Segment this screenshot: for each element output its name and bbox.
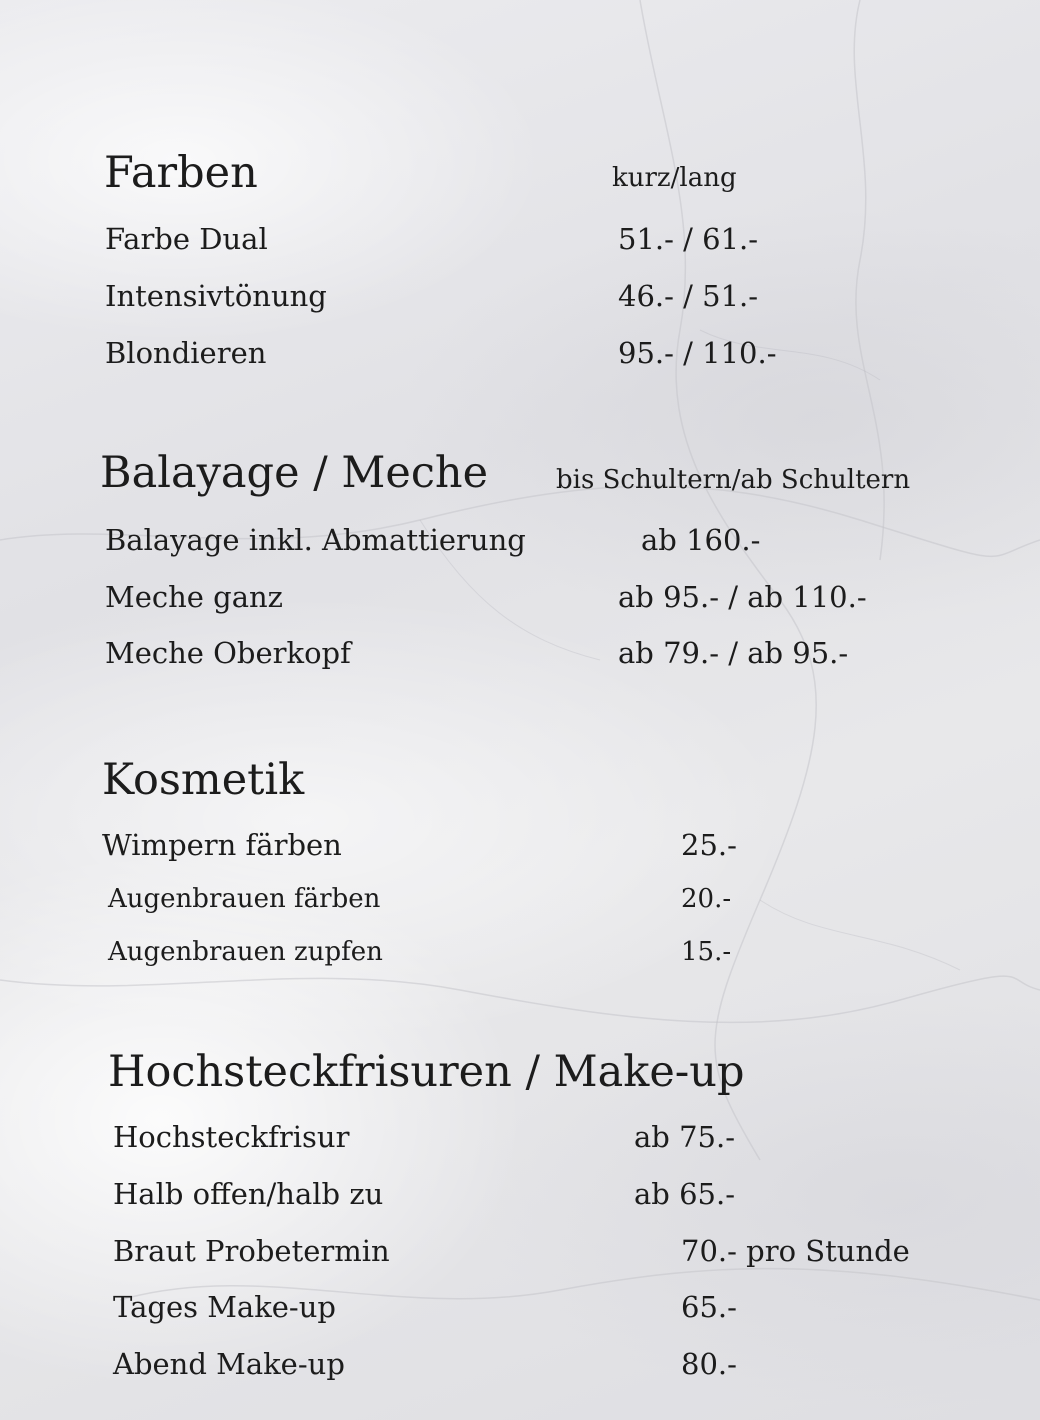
service-name: Tages Make-up (113, 1290, 336, 1324)
service-name: Meche ganz (105, 580, 283, 614)
service-name: Hochsteckfrisur (113, 1120, 350, 1154)
column-header-schultern: bis Schultern/ab Schultern (556, 465, 911, 495)
service-name: Meche Oberkopf (105, 636, 351, 670)
service-price: ab 75.- (634, 1120, 735, 1154)
service-price: 25.- (681, 828, 737, 862)
service-name: Wimpern färben (102, 828, 342, 862)
service-price: 51.- / 61.- (618, 222, 759, 256)
service-price: ab 95.- / ab 110.- (618, 580, 867, 614)
service-name: Blondieren (105, 336, 267, 370)
section-title-kosmetik: Kosmetik (102, 755, 305, 805)
column-header-kurz-lang: kurz/lang (612, 163, 737, 193)
service-name: Intensivtönung (105, 279, 327, 313)
service-name: Farbe Dual (105, 222, 268, 256)
service-name: Abend Make-up (113, 1347, 345, 1381)
service-name: Braut Probetermin (113, 1234, 390, 1268)
section-title-farben: Farben (104, 148, 258, 198)
service-price: 65.- (681, 1290, 737, 1324)
service-name: Balayage inkl. Abmattierung (105, 523, 526, 557)
service-price: 20.- (681, 884, 732, 914)
service-price: 80.- (681, 1347, 737, 1381)
service-name: Augenbrauen zupfen (108, 937, 383, 967)
service-price: 15.- (681, 937, 732, 967)
service-name: Augenbrauen färben (108, 884, 381, 914)
service-price: 46.- / 51.- (618, 279, 759, 313)
service-price: ab 65.- (634, 1177, 735, 1211)
section-title-balayage-meche: Balayage / Meche (100, 448, 489, 498)
section-title-hochsteckfrisuren-make-up: Hochsteckfrisuren / Make-up (108, 1047, 745, 1097)
service-price: 70.- pro Stunde (681, 1234, 910, 1268)
service-price: ab 160.- (641, 523, 761, 557)
service-price: 95.- / 110.- (618, 336, 777, 370)
service-price: ab 79.- / ab 95.- (618, 636, 849, 670)
service-name: Halb offen/halb zu (113, 1177, 384, 1211)
